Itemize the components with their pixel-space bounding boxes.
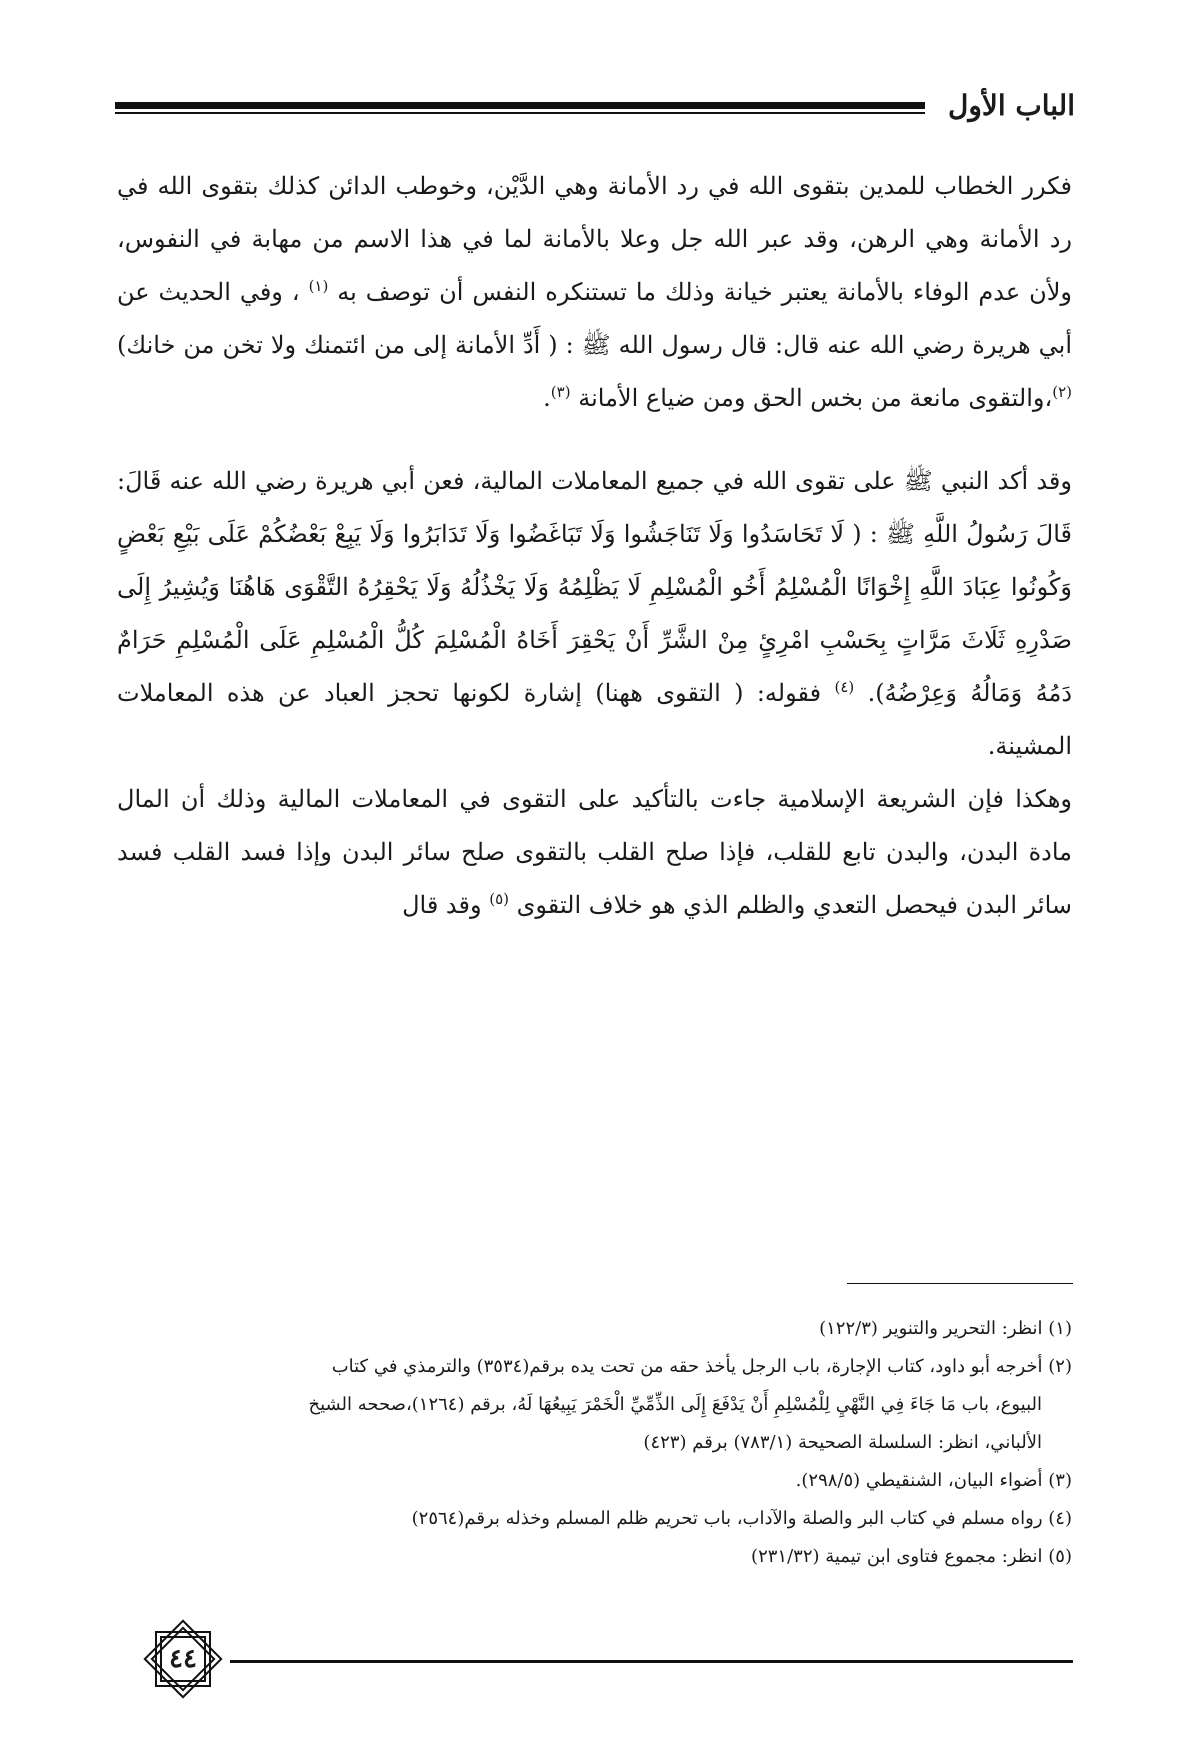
paragraph-text: .	[543, 384, 551, 412]
chapter-title: الباب الأول	[947, 89, 1075, 122]
running-header	[115, 88, 1075, 128]
footnote-marker-4: (٤)	[834, 678, 855, 696]
header-rule-thick	[115, 102, 925, 109]
footnote-2-line-3: الألباني، انظر: السلسلة الصحيحة (٧٨٣/١) برقم (٤٢٣)	[643, 1432, 1042, 1453]
footnote-3: (٣) أضواء البيان، الشنقيطي (٢٩٨/٥).	[795, 1470, 1072, 1491]
footnote-marker-5: (٥)	[489, 890, 509, 908]
paragraph-text: وهكذا فإن الشريعة الإسلامية جاءت بالتأكيد على التقوى في المعاملات المالية وذلك أن المال مادة البدن، والبدن تابع للقلب، فإذا صلح القلب بالتقوى صلح سائر البدن وإذا فسد القلب فسد سائر البدن فيحصل التعدي والظلم الذي هو خلاف التقوى	[117, 785, 1072, 919]
page-number: ٤٤	[169, 1644, 197, 1674]
paragraph-3	[117, 773, 1072, 932]
paragraph-text: فقوله: ( التقوى ههنا) إشارة لكونها تحجز العباد عن هذه المعاملات المشينة.	[117, 679, 1072, 760]
footnote-4: (٤) رواه مسلم في كتاب البر والصلة والآداب، باب تحريم ظلم المسلم وخذله برقم(٢٥٦٤)	[411, 1508, 1072, 1529]
footnote-2-line-1: (٢) أخرجه أبو داود، كتاب الإجارة، باب الرجل يأخذ حقه من تحت يده برقم(٣٥٣٤) والترمذي في كتاب	[331, 1356, 1072, 1377]
footnote-2	[117, 1348, 1072, 1462]
footnote-1: (١) انظر: التحرير والتنوير (١٢٢/٣)	[819, 1318, 1072, 1339]
footnote-marker-2: (٢)	[1052, 383, 1072, 401]
paragraph-text: ، وفي الحديث عن أبي هريرة رضي الله عنه قال: قال رسول الله ﷺ : ( أَدِّ الأمانة إلى من ائتمنك ولا تخن من خانك)	[117, 278, 1072, 359]
page-number-ornament	[138, 1614, 228, 1704]
footnote-separator	[847, 1283, 1073, 1284]
header-rule-thin	[115, 112, 925, 114]
paragraph-text: ،والتقوى مانعة من بخس الحق ومن ضياع الأمانة	[570, 384, 1053, 412]
paragraph-text: وقد أكد النبي ﷺ على تقوى الله في جميع المعاملات المالية، فعن أبي هريرة رضي الله عنه قَالَ: قَالَ رَسُولُ اللَّهِ ﷺ : ( لَا تَحَاسَدُوا وَلَا تَنَاجَشُوا وَلَا تَبَاغَضُوا وَلَا تَدَابَرُوا وَلَا يَبِعْ بَعْضُكُمْ عَلَى بَيْعِ بَعْضٍ وَكُونُوا عِبَادَ اللَّهِ إِخْوَانًا الْمُسْلِمُ أَخُو الْمُسْلِمِ لَا يَظْلِمُهُ وَلَا يَخْذُلُهُ وَلَا يَحْقِرُهُ التَّقْوَى هَاهُنَا وَيُشِيرُ إِلَى صَدْرِهِ ثَلَاثَ مَرَّاتٍ بِحَسْبِ امْرِئٍ مِنْ الشَّرِّ أَنْ يَحْقِرَ أَخَاهُ الْمُسْلِمَ كُلُّ الْمُسْلِمِ عَلَى الْمُسْلِمِ حَرَامٌ دَمُهُ وَمَالُهُ وَعِرْضُهُ).	[117, 467, 1073, 707]
paragraph-text: وقد قال	[402, 891, 490, 919]
paragraph-1	[117, 160, 1072, 425]
paragraph-2	[117, 455, 1072, 773]
footnote-5: (٥) انظر: مجموع فتاوى ابن تيمية (٢٣١/٣٢)	[751, 1546, 1072, 1567]
footer-rule	[230, 1660, 1073, 1663]
paragraph-text: فكرر الخطاب للمدين بتقوى الله في رد الأمانة وهي الدَّيْن، وخوطب الدائن كذلك بتقوى الله في رد الأمانة وهي الرهن، وقد عبر الله جل وعلا بالأمانة لما في هذا الاسم من مهابة في النفوس، ولأن عدم الوفاء بالأمانة يعتبر خيانة وذلك ما تستنكره النفس أن توصف به	[117, 172, 1072, 306]
footnotes	[117, 1310, 1072, 1576]
footnote-marker-1: (١)	[308, 277, 329, 295]
footnote-2-line-2: البيوع، باب مَا جَاءَ فِي النَّهْيِ لِلْمُسْلِمِ أَنْ يَدْفَعَ إِلَى الذِّمِّيِّ الْخَمْرَ يَبِيعُهَا لَهُ، برقم (١٢٦٤)،صححه الشيخ	[308, 1394, 1042, 1415]
body-text	[117, 160, 1072, 932]
footnote-marker-3: (٣)	[550, 383, 571, 401]
